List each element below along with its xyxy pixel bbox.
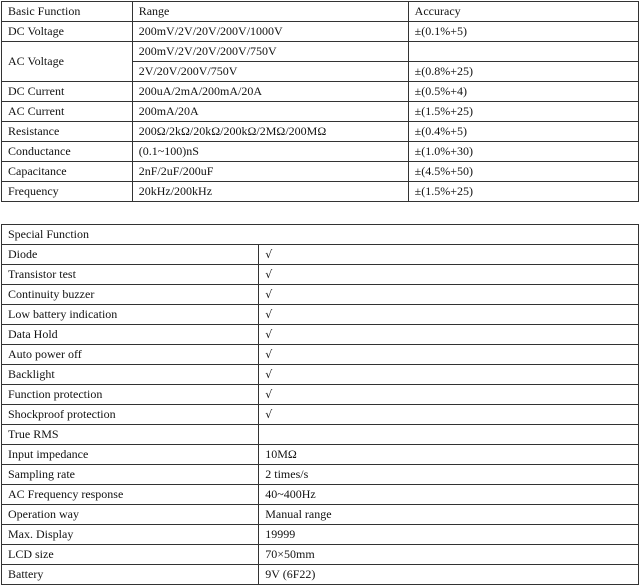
feature-value: [259, 425, 639, 445]
range-value: 2V/20V/200V/750V: [132, 62, 408, 82]
table-row: [2, 505, 639, 525]
accuracy-value: ±(1.5%+25): [408, 182, 638, 202]
accuracy-value: ±(0.8%+25): [408, 62, 638, 82]
range-value: 200Ω/2kΩ/20kΩ/200kΩ/2MΩ/200MΩ: [132, 122, 408, 142]
feature-label: Low battery indication: [2, 305, 259, 325]
table-row: [2, 285, 639, 305]
feature-label: Shockproof protection: [2, 405, 259, 425]
table-row: [2, 122, 639, 142]
header-special-function: Special Function: [2, 225, 639, 245]
feature-label: AC Frequency response: [2, 485, 259, 505]
check-mark: √: [259, 245, 639, 265]
check-mark: √: [259, 325, 639, 345]
table-row: [2, 385, 639, 405]
table-row: [2, 405, 639, 425]
function-label: Conductance: [2, 142, 133, 162]
range-value: 200mV/2V/20V/200V/1000V: [132, 22, 408, 42]
check-mark: √: [259, 305, 639, 325]
table-header-row: [2, 225, 639, 245]
table-row: [2, 465, 639, 485]
function-label: AC Current: [2, 102, 133, 122]
table-row: [2, 182, 639, 202]
header-basic-function: Basic Function: [2, 2, 133, 22]
feature-label: Backlight: [2, 365, 259, 385]
table-row: [2, 102, 639, 122]
feature-value: 9V (6F22): [259, 565, 639, 585]
accuracy-value: ±(1.5%+25): [408, 102, 638, 122]
feature-label: Diode: [2, 245, 259, 265]
special-function-table: [1, 224, 639, 585]
table-row: [2, 305, 639, 325]
accuracy-value: [408, 42, 638, 62]
feature-value: Manual range: [259, 505, 639, 525]
feature-label: Input impedance: [2, 445, 259, 465]
function-label: DC Current: [2, 82, 133, 102]
table-header-row: [2, 2, 639, 22]
table-row: [2, 445, 639, 465]
accuracy-value: ±(0.4%+5): [408, 122, 638, 142]
function-label: AC Voltage: [2, 42, 133, 82]
table-row: [2, 345, 639, 365]
accuracy-value: ±(0.1%+5): [408, 22, 638, 42]
check-mark: √: [259, 285, 639, 305]
feature-value: 2 times/s: [259, 465, 639, 485]
range-value: 20kHz/200kHz: [132, 182, 408, 202]
feature-value: 70×50mm: [259, 545, 639, 565]
feature-label: Function protection: [2, 385, 259, 405]
table-row: [2, 265, 639, 285]
table-row: [2, 325, 639, 345]
table-row: [2, 365, 639, 385]
table-row: [2, 162, 639, 182]
table-row: [2, 245, 639, 265]
table-row: [2, 22, 639, 42]
range-value: 2nF/2uF/200uF: [132, 162, 408, 182]
feature-label: LCD size: [2, 545, 259, 565]
basic-function-table: [1, 1, 639, 202]
feature-label: Operation way: [2, 505, 259, 525]
table-row: [2, 142, 639, 162]
header-accuracy: Accuracy: [408, 2, 638, 22]
range-value: 200uA/2mA/200mA/20A: [132, 82, 408, 102]
feature-label: Continuity buzzer: [2, 285, 259, 305]
table-row: [2, 525, 639, 545]
range-value: (0.1~100)nS: [132, 142, 408, 162]
table-row: [2, 545, 639, 565]
table-row: [2, 42, 639, 62]
table-row: [2, 82, 639, 102]
table-row: [2, 425, 639, 445]
range-value: 200mA/20A: [132, 102, 408, 122]
header-range: Range: [132, 2, 408, 22]
function-label: DC Voltage: [2, 22, 133, 42]
feature-label: Data Hold: [2, 325, 259, 345]
feature-label: Max. Display: [2, 525, 259, 545]
function-label: Capacitance: [2, 162, 133, 182]
feature-label: Transistor test: [2, 265, 259, 285]
feature-value: 10MΩ: [259, 445, 639, 465]
check-mark: √: [259, 405, 639, 425]
feature-value: 19999: [259, 525, 639, 545]
range-value: 200mV/2V/20V/200V/750V: [132, 42, 408, 62]
function-label: Resistance: [2, 122, 133, 142]
check-mark: √: [259, 385, 639, 405]
feature-value: 40~400Hz: [259, 485, 639, 505]
feature-label: Auto power off: [2, 345, 259, 365]
check-mark: √: [259, 365, 639, 385]
feature-label: True RMS: [2, 425, 259, 445]
table-row: [2, 485, 639, 505]
accuracy-value: ±(1.0%+30): [408, 142, 638, 162]
check-mark: √: [259, 265, 639, 285]
function-label: Frequency: [2, 182, 133, 202]
accuracy-value: ±(4.5%+50): [408, 162, 638, 182]
feature-label: Sampling rate: [2, 465, 259, 485]
accuracy-value: ±(0.5%+4): [408, 82, 638, 102]
check-mark: √: [259, 345, 639, 365]
feature-label: Battery: [2, 565, 259, 585]
